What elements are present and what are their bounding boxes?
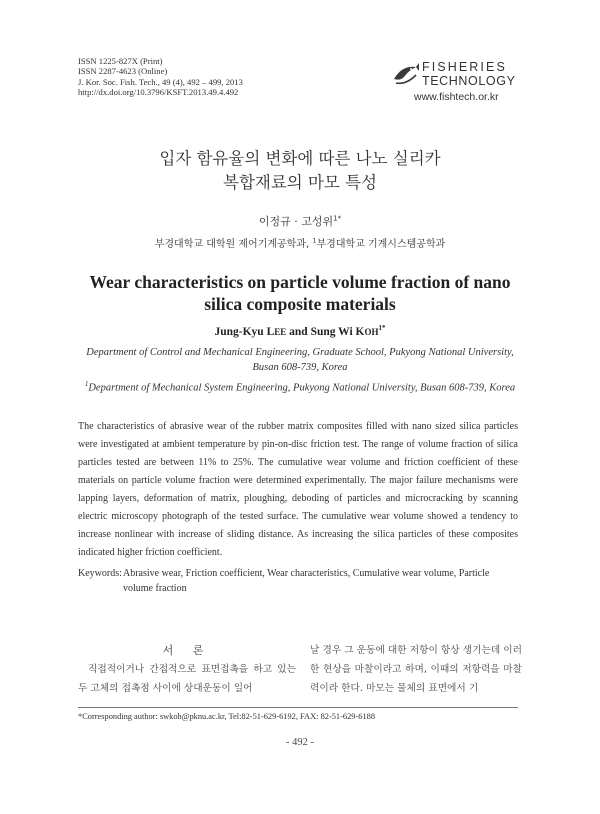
logo-text-fisheries: FISHERIES	[422, 60, 507, 74]
keywords-label: Keywords:	[78, 568, 122, 579]
page-number: - 492 -	[286, 737, 314, 748]
english-title-line1: Wear characteristics on particle volume fraction of nano	[89, 272, 511, 292]
korean-affiliation-b: 부경대학교 기계시스템공학과	[316, 239, 446, 250]
doi-link[interactable]: http://dx.doi.org/10.3796/KSFT.2013.49.4.492	[78, 87, 239, 98]
journal-logo	[392, 58, 532, 108]
keywords	[78, 566, 518, 596]
body-column-right: 날 경우 그 운동에 대한 저항이 항상 생기는데 이러한 현상을 마찰이라고 하며, 이때의 저항력을 마찰력이라 한다. 마모는 물체의 표면에서 기	[310, 645, 522, 694]
affiliation2-text: Department of Mechanical System Engineering, Pukyong National University, Busan 608-739, Korea	[88, 382, 516, 394]
keywords-text: Abrasive wear, Friction coefficient, Wear characteristics, Cumulative wear volume, Particle volume fraction	[123, 568, 490, 594]
logo-text-technology: TECHNOLOGY	[422, 74, 516, 88]
author2-last-rest: OH	[364, 326, 379, 337]
affiliation1-line1: Department of Control and Mechanical Engineering, Graduate School, Pukyong National University,	[86, 347, 514, 358]
korean-authors	[0, 213, 600, 229]
corresponding-author-footnote: *Corresponding author: swkoh@pknu.ac.kr, Tel:82-51-629-6192, FAX: 82-51-629-6188	[78, 712, 376, 721]
author1-last-rest: EE	[274, 326, 287, 337]
korean-affiliation-mark: 1	[312, 236, 317, 245]
author1-last-initial: L	[266, 325, 275, 338]
korean-affiliations	[0, 235, 600, 250]
issn-online: ISSN 2287-4623 (Online)	[78, 66, 168, 77]
affiliation2-mark: 1	[84, 380, 89, 388]
body-column-left	[78, 641, 296, 698]
korean-authors-names: 이정규 · 고성위	[258, 215, 334, 228]
english-title-line2: silica composite materials	[204, 294, 396, 314]
author2-mark: 1*	[378, 324, 386, 332]
author-connector: and	[286, 325, 311, 338]
author2-last-initial: K	[355, 325, 365, 338]
english-affiliation-1	[0, 346, 600, 375]
korean-title-line2: 복합재료의 마모 특성	[223, 173, 377, 192]
abstract: The characteristics of abrasive wear of the rubber matrix composites filled with nano sized silica particles were investigated at ambient temperature by pin-on-disc friction test. The range of volume fraction of silica particles tested are between 11% to 25%. The cumulative wear volume and friction coefficient of these materials on particle volume fraction were determined experimentally. The major failure mechanisms were lapping layers, deformation of matrix, ploughing, deboding of particles and microcracking by scanning electric microscopy photograph of the tested surface. The cumulative wear volume showed a tendency to increase nonlinear with increase of sliding distance. As increasing the silica particles of these composites indicated higher friction coefficient.	[78, 421, 518, 558]
journal-url[interactable]: www.fishtech.or.kr	[414, 91, 499, 103]
issn-print: ISSN 1225-827X (Print)	[78, 56, 163, 66]
author1-first: Jung-Kyu	[214, 325, 267, 338]
body-text-left: 직접적이거나 간접적으로 표면접촉을 하고 있는 두 고체의 접촉점 사이에 상대운동이 일어	[78, 664, 296, 694]
english-title	[0, 271, 600, 315]
korean-title	[0, 147, 600, 195]
citation: J. Kor. Soc. Fish. Tech., 49 (4), 492 – 499, 2013	[78, 76, 243, 87]
english-affiliation-2	[0, 380, 600, 394]
affiliation1-line2: Busan 608-739, Korea	[252, 361, 348, 373]
journal-meta	[78, 56, 243, 98]
english-authors	[0, 324, 600, 338]
fish-logo-icon	[392, 61, 420, 87]
author2-first: Sung Wi	[310, 325, 356, 338]
korean-authors-mark: 1*	[333, 214, 342, 223]
footnote-divider	[78, 707, 518, 708]
korean-affiliation-a: 부경대학교 대학원 제어기계공학과,	[154, 239, 313, 250]
korean-title-line1: 입자 함유율의 변화에 따른 나노 실리카	[159, 149, 441, 168]
section-heading-introduction: 서 론	[162, 644, 212, 657]
